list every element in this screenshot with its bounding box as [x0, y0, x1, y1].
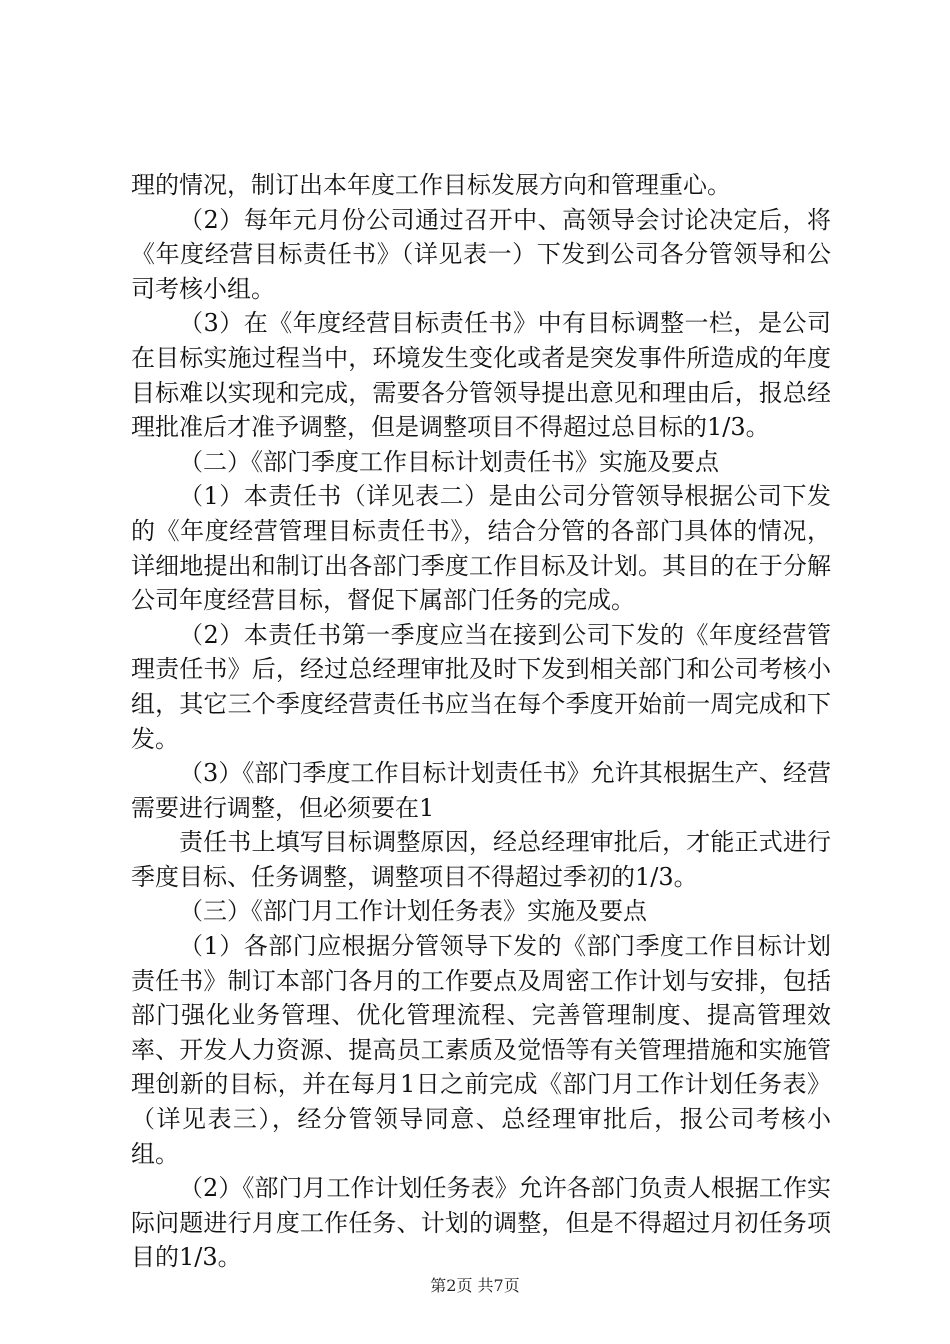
paragraph-8: （1）各部门应根据分管领导下发的《部门季度工作目标计划责任书》制订本部门各月的工作要点及周密工作计划与安排，包括部门强化业务管理、优化管理流程、完善管理制度、提高管理效率、开发人力资源、提高员工素质及觉悟等有关管理措施和实施管理创新的目标，并在每月1日之前完成《部门月工作计划任务表》（详见表三），经分管领导同意、总经理审批后，报公司考核小组。: [131, 932, 831, 1168]
paragraph-9: （2）《部门月工作计划任务表》允许各部门负责人根据工作实际问题进行月度工作任务、计划的调整，但是不得超过月初任务项目的1/3。: [131, 1174, 831, 1272]
page-number: 第2页 共7页: [430, 1276, 520, 1295]
paragraph-3: （3）在《年度经营目标责任书》中有目标调整一栏，是公司在目标实施过程当中，环境发生变化或者是突发事件所造成的年度目标难以实现和完成，需要各分管领导提出意见和理由后，报总经理批准后才准予调整，但是调整项目不得超过总目标的1/3。: [131, 309, 831, 442]
paragraph-2: （2）每年元月份公司通过召开中、高领导会讨论决定后，将《年度经营目标责任书》（详见表一）下发到公司各分管领导和公司考核小组。: [131, 205, 831, 303]
paragraph-7: 责任书上填写目标调整原因，经总经理审批后，才能正式进行季度目标、任务调整，调整项目不得超过季初的1/3。: [131, 828, 831, 891]
section-heading-3: （三）《部门月工作计划任务表》实施及要点: [179, 897, 647, 926]
document-body: [131, 168, 831, 1275]
section-heading-2: （二）《部门季度工作目标计划责任书》实施及要点: [179, 447, 719, 476]
paragraph-6: （3）《部门季度工作目标计划责任书》允许其根据生产、经营需要进行调整，但必须要在1: [131, 759, 831, 822]
paragraph-1: 理的情况，制订出本年度工作目标发展方向和管理重心。: [131, 171, 731, 199]
paragraph-4: （1）本责任书（详见表二）是由公司分管领导根据公司下发的《年度经营管理目标责任书》，结合分管的各部门具体的情况，详细地提出和制订出各部门季度工作目标及计划。其目的在于分解公司年度经营目标，督促下属部门任务的完成。: [131, 482, 831, 615]
paragraph-5: （2）本责任书第一季度应当在接到公司下发的《年度经营管理责任书》后，经过总经理审批及时下发到相关部门和公司考核小组，其它三个季度经营责任书应当在每个季度开始前一周完成和下发。: [131, 620, 831, 753]
